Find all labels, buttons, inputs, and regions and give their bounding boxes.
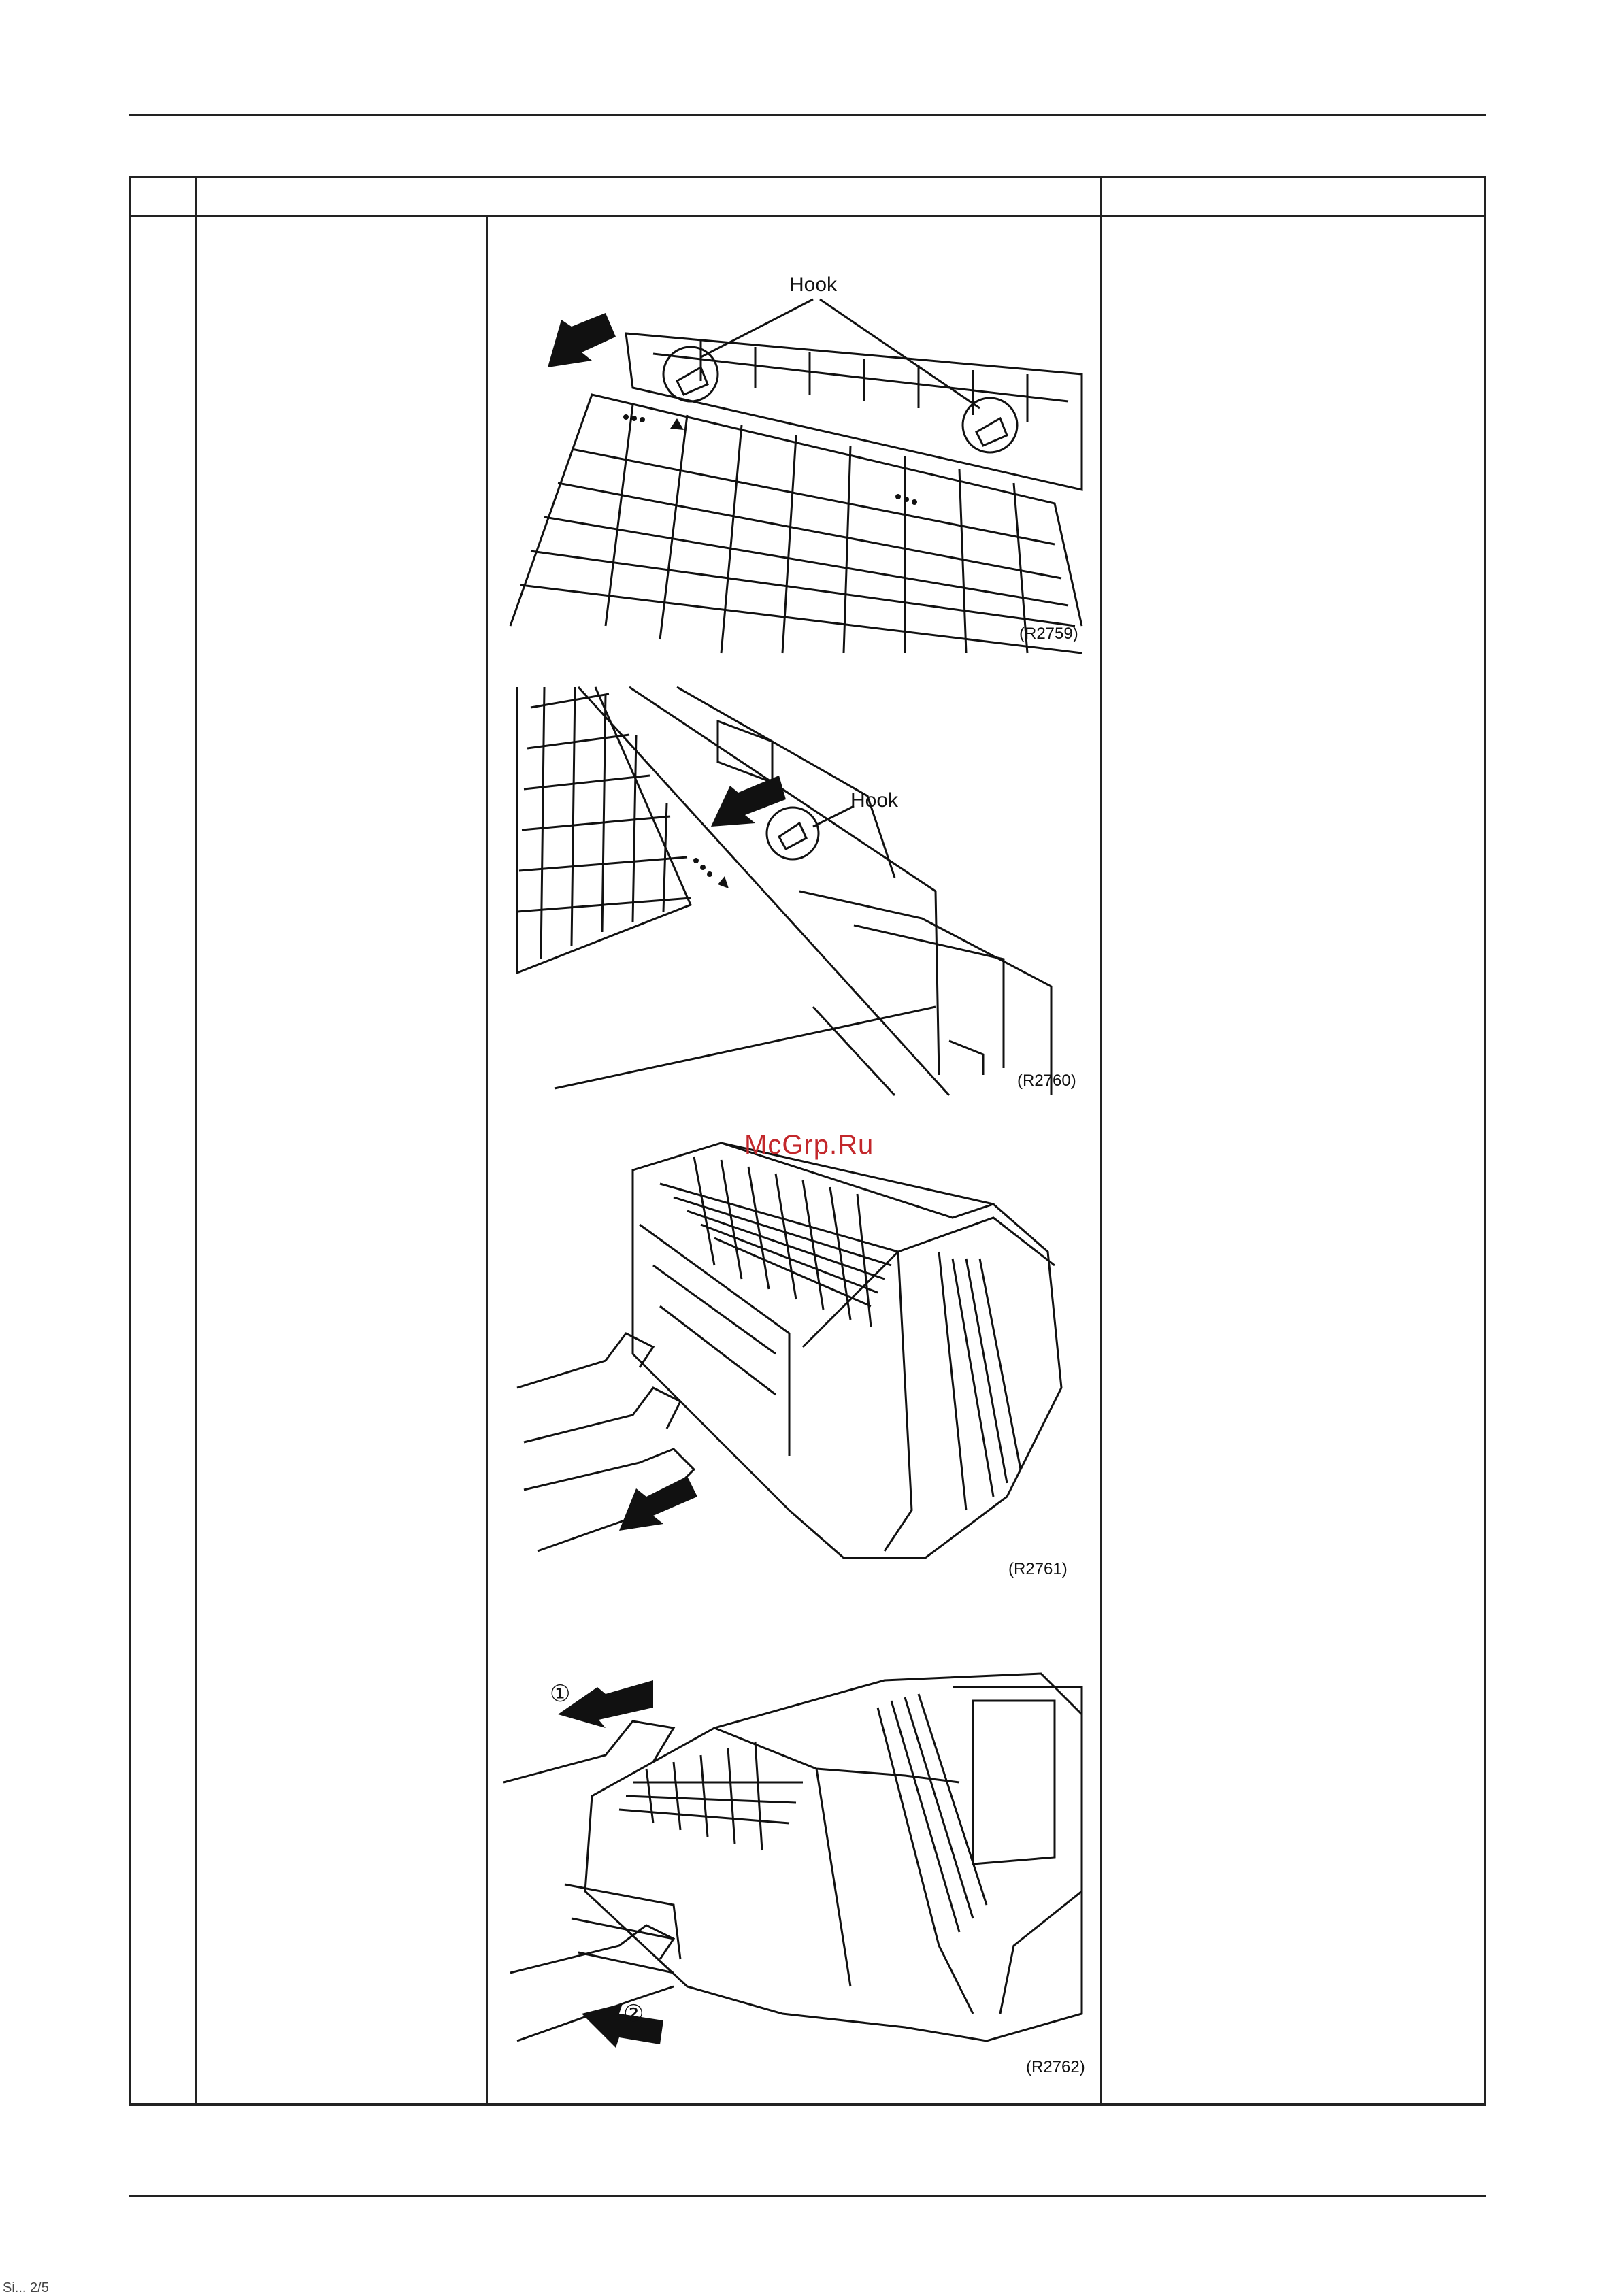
figure-r2760 — [514, 687, 1085, 1102]
remarks-column-divider — [1100, 178, 1102, 2103]
watermark: McGrp.Ru — [744, 1130, 874, 1160]
figure-reference: (R2762) — [1026, 2058, 1085, 2076]
footer-rule — [129, 2195, 1486, 2197]
step-number-2: ② — [623, 2000, 644, 2027]
figure-reference: (R2760) — [1017, 1071, 1076, 1090]
arrow-icon — [558, 1680, 653, 1728]
arrow-icon — [711, 776, 786, 827]
front-grille-hooks-illustration — [497, 272, 1089, 653]
figure-reference: (R2759) — [1019, 625, 1078, 643]
front-panel-lift-illustration — [497, 1660, 1095, 2082]
header-rule — [129, 114, 1486, 116]
arrow-icon — [619, 1476, 697, 1531]
step-number-column-divider — [195, 178, 197, 2103]
figure-reference: (R2761) — [1008, 1560, 1068, 1578]
figure-r2762 — [497, 1660, 1095, 2082]
step-number-1: ① — [550, 1680, 571, 1708]
figure-r2761 — [517, 1129, 1075, 1578]
hook-callout-label: Hook — [850, 789, 899, 812]
figure-r2759 — [497, 272, 1089, 653]
hook-callout-label: Hook — [789, 273, 838, 296]
arrow-icon — [548, 313, 616, 367]
table-header-divider — [131, 215, 1484, 217]
figure-column-divider — [486, 215, 488, 2103]
front-panel-removal-illustration — [517, 1129, 1075, 1578]
side-hook-illustration — [514, 687, 1085, 1102]
footer-fragment: Si... 2/5 — [3, 2280, 49, 2295]
arrow-icon — [582, 2003, 663, 2048]
